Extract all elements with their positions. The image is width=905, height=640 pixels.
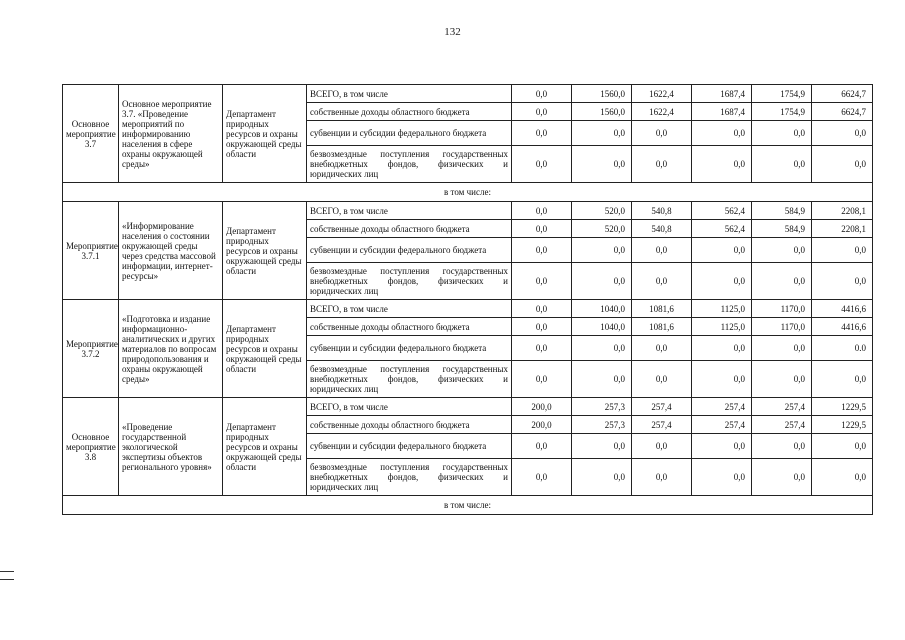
amount-cell: 257,4 (692, 416, 752, 434)
amount-cell: 2208,1 (812, 220, 873, 238)
amount-cell: 0,0 (512, 434, 572, 459)
amount-cell: 0,0 (572, 361, 632, 398)
amount-cell: 0,0 (692, 263, 752, 300)
amount-cell: 0,0 (572, 434, 632, 459)
amount-cell: 0,0 (512, 238, 572, 263)
measure-name: «Проведение государственной экологической экспертизы объектов регионального уровня» (119, 398, 223, 496)
amount-cell: 0,0 (692, 238, 752, 263)
amount-cell: 1229,5 (812, 398, 873, 416)
amount-cell: 1125,0 (692, 300, 752, 318)
amount-cell: 0,0 (632, 121, 692, 146)
amount-cell: 257,4 (692, 398, 752, 416)
measure-code: Мероприятие 3.7.1 (63, 202, 119, 300)
amount-cell: 0,0 (692, 146, 752, 183)
amount-cell: 1229,5 (812, 416, 873, 434)
amount-cell: 4416,6 (812, 300, 873, 318)
amount-cell: 1170,0 (752, 318, 812, 336)
amount-cell: 0,0 (512, 336, 572, 361)
table-row (63, 398, 873, 416)
amount-cell: 2208,1 (812, 202, 873, 220)
amount-cell: 257,4 (752, 398, 812, 416)
amount-cell: 1081,6 (632, 300, 692, 318)
funding-source-label: ВСЕГО, в том числе (307, 398, 512, 416)
amount-cell: 257,4 (632, 398, 692, 416)
subheading-row (63, 183, 873, 202)
measure-name: Основное мероприятие 3.7. «Проведение мероприятий по информированию населения в сфере охраны окружающей среды» (119, 85, 223, 183)
funding-source-label: ВСЕГО, в том числе (307, 85, 512, 103)
amount-cell: 0,0 (812, 459, 873, 496)
amount-cell: 0,0 (752, 459, 812, 496)
amount-cell: 0,0 (572, 459, 632, 496)
amount-cell: 1622,4 (632, 103, 692, 121)
amount-cell: 0,0 (632, 146, 692, 183)
amount-cell: 520,0 (572, 220, 632, 238)
measure-code: Основное мероприятие 3.7 (63, 85, 119, 183)
measure-name: «Информирование населения о состоянии окружающей среды через средства массовой информации, интернет-ресурсы» (119, 202, 223, 300)
amount-cell: 584,9 (752, 202, 812, 220)
amount-cell: 0,0 (752, 146, 812, 183)
amount-cell: 0,0 (752, 263, 812, 300)
amount-cell: 0,0 (692, 434, 752, 459)
funding-source-label: безвозмездные поступления государственных внебюджетных фондов, физических и юридических лиц (307, 146, 512, 183)
amount-cell: 1687,4 (692, 103, 752, 121)
amount-cell: 0,0 (752, 238, 812, 263)
executor-name: Департамент природных ресурсов и охраны окружающей среды области (223, 398, 307, 496)
table-row (63, 85, 873, 103)
amount-cell: 257,4 (632, 416, 692, 434)
amount-cell: 0,0 (512, 459, 572, 496)
amount-cell: 562,4 (692, 220, 752, 238)
funding-source-label: собственные доходы областного бюджета (307, 103, 512, 121)
amount-cell: 0,0 (812, 361, 873, 398)
measure-code: Мероприятие 3.7.2 (63, 300, 119, 398)
funding-source-label: собственные доходы областного бюджета (307, 416, 512, 434)
page-number: 132 (444, 26, 461, 38)
measure-code: Основное мероприятие 3.8 (63, 398, 119, 496)
amount-cell: 0.0 (812, 336, 873, 361)
funding-source-label: ВСЕГО, в том числе (307, 202, 512, 220)
amount-cell: 200,0 (512, 398, 572, 416)
amount-cell: 200,0 (512, 416, 572, 434)
amount-cell: 257,3 (572, 398, 632, 416)
amount-cell: 1560,0 (572, 85, 632, 103)
amount-cell: 0,0 (512, 121, 572, 146)
amount-cell: 0,0 (632, 434, 692, 459)
amount-cell: 6624,7 (812, 103, 873, 121)
funding-source-label: субвенции и субсидии федерального бюджета (307, 238, 512, 263)
funding-source-label: субвенции и субсидии федерального бюджета (307, 336, 512, 361)
amount-cell: 1754,9 (752, 85, 812, 103)
funding-source-label: собственные доходы областного бюджета (307, 220, 512, 238)
amount-cell: 540,8 (632, 220, 692, 238)
funding-source-label: субвенции и субсидии федерального бюджета (307, 434, 512, 459)
amount-cell: 1125,0 (692, 318, 752, 336)
amount-cell: 520,0 (572, 202, 632, 220)
amount-cell: 0,0 (632, 263, 692, 300)
amount-cell: 0,0 (812, 121, 873, 146)
amount-cell: 0,0 (572, 121, 632, 146)
amount-cell: 540,8 (632, 202, 692, 220)
amount-cell: 0,0 (692, 121, 752, 146)
amount-cell: 0,0 (572, 336, 632, 361)
measure-name: «Подготовка и издание информационно-аналитических и других материалов по вопросам природопользования и охраны окружающей среды» (119, 300, 223, 398)
amount-cell: 1622,4 (632, 85, 692, 103)
amount-cell: 0,0 (692, 459, 752, 496)
amount-cell: 0,0 (572, 146, 632, 183)
amount-cell: 562,4 (692, 202, 752, 220)
amount-cell: 4416,6 (812, 318, 873, 336)
funding-source-label: собственные доходы областного бюджета (307, 318, 512, 336)
amount-cell: 0,0 (752, 434, 812, 459)
amount-cell: 0,0 (632, 238, 692, 263)
subheading-row (63, 496, 873, 515)
funding-source-label: субвенции и субсидии федерального бюджета (307, 121, 512, 146)
amount-cell: 0,0 (632, 336, 692, 361)
executor-name: Департамент природных ресурсов и охраны окружающей среды области (223, 85, 307, 183)
amount-cell: 1081,6 (632, 318, 692, 336)
budget-table (62, 84, 873, 515)
funding-source-label: безвозмездные поступления государственных внебюджетных фондов, физических и юридических лиц (307, 459, 512, 496)
amount-cell: 0,0 (512, 202, 572, 220)
amount-cell: 1687,4 (692, 85, 752, 103)
amount-cell: 0,0 (752, 336, 812, 361)
amount-cell: 0,0 (512, 103, 572, 121)
amount-cell: 0,0 (692, 336, 752, 361)
amount-cell: 0,0 (572, 238, 632, 263)
amount-cell: 0,0 (812, 238, 873, 263)
amount-cell: 0,0 (512, 361, 572, 398)
amount-cell: 1560,0 (572, 103, 632, 121)
subheading-text: в том числе: (63, 183, 873, 202)
amount-cell: 0,0 (812, 434, 873, 459)
amount-cell: 0,0 (812, 263, 873, 300)
amount-cell: 0,0 (512, 263, 572, 300)
amount-cell: 1040,0 (572, 318, 632, 336)
amount-cell: 1170,0 (752, 300, 812, 318)
amount-cell: 0,0 (632, 361, 692, 398)
amount-cell: 257,4 (752, 416, 812, 434)
amount-cell: 0,0 (512, 146, 572, 183)
amount-cell: 584,9 (752, 220, 812, 238)
amount-cell: 0,0 (572, 263, 632, 300)
funding-source-label: ВСЕГО, в том числе (307, 300, 512, 318)
table-row (63, 202, 873, 220)
funding-source-label: безвозмездные поступления государственных внебюджетных фондов, физических и юридических лиц (307, 361, 512, 398)
margin-mark (0, 571, 14, 572)
amount-cell: 0,0 (512, 85, 572, 103)
amount-cell: 0,0 (752, 121, 812, 146)
budget-table-body (63, 85, 873, 515)
amount-cell: 0,0 (512, 300, 572, 318)
amount-cell: 6624,7 (812, 85, 873, 103)
amount-cell: 0,0 (752, 361, 812, 398)
amount-cell: 1040,0 (572, 300, 632, 318)
table-row (63, 300, 873, 318)
amount-cell: 0,0 (512, 220, 572, 238)
amount-cell: 0,0 (512, 318, 572, 336)
executor-name: Департамент природных ресурсов и охраны окружающей среды области (223, 300, 307, 398)
amount-cell: 257,3 (572, 416, 632, 434)
amount-cell: 0,0 (632, 459, 692, 496)
funding-source-label: безвозмездные поступления государственных внебюджетных фондов, физических и юридических лиц (307, 263, 512, 300)
subheading-text: в том числе: (63, 496, 873, 515)
amount-cell: 0,0 (692, 361, 752, 398)
amount-cell: 1754,9 (752, 103, 812, 121)
margin-mark (0, 579, 14, 580)
amount-cell: 0,0 (812, 146, 873, 183)
executor-name: Департамент природных ресурсов и охраны окружающей среды области (223, 202, 307, 300)
